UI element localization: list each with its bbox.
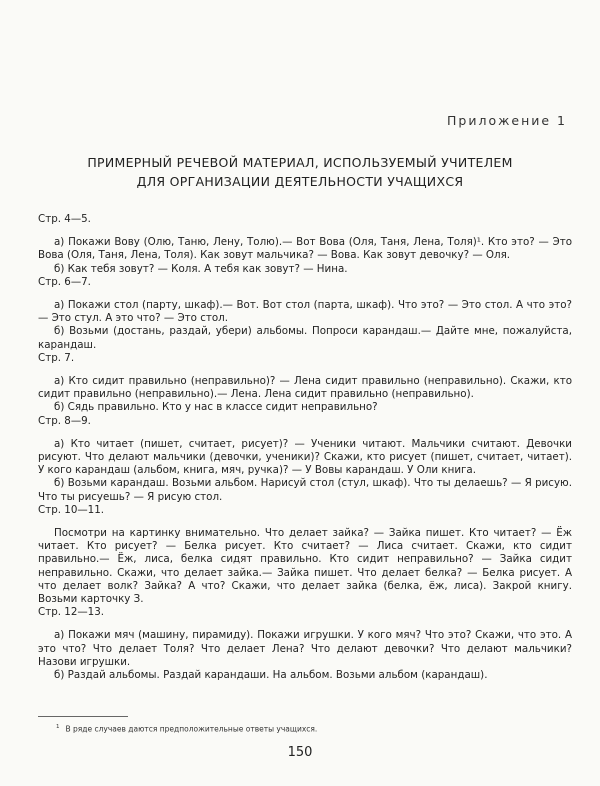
section-paragraph: б) Возьми карандаш. Возьми альбом. Нарисуй стол (стул, шкаф). Что ты делаешь? — Я рисую. Что ты рисуешь? — Я рисую стол.	[38, 477, 572, 503]
section-1	[38, 213, 572, 276]
section-paragraph: Посмотри на картинку внимательно. Что делает зайка? — Зайка пишет. Кто читает? — Ёж читает. Кто рисует? — Белка рисует. Кто считает? — Лиса считает. Скажи, кто сидит правильно.— Ёж, лиса, белка сидят правильно. Кто сидит неправильно? — Зайка сидит неправильно. Скажи, что делает зайка.— Зайка пишет. Что делает белка? — Белка рисует. А что делает волк? Зайка? А что? Скажи, что делает зайка (белка, ёж, лиса). Закрой книгу. Возьми карточку З.	[38, 527, 572, 606]
section-paragraph: б) Как тебя зовут? — Коля. А тебя как зовут? — Нина.	[54, 262, 348, 275]
section-paragraph: а) Кто сидит правильно (неправильно)? — Лена сидит правильно (неправильно). Скажи, кто сидит правильно (неправильно).— Лена. Лена сидит правильно (неправильно).	[38, 375, 572, 401]
title-line-1: ПРИМЕРНЫЙ РЕЧЕВОЙ МАТЕРИАЛ, ИСПОЛЬЗУЕМЫЙ УЧИТЕЛЕМ	[87, 155, 513, 170]
footnote-text: В ряде случаев даются предположительные ответы учащихся.	[65, 724, 318, 734]
section-heading: Стр. 12—13.	[38, 606, 105, 619]
section-heading: Стр. 10—11.	[38, 503, 105, 516]
section-heading: Стр. 4—5.	[38, 213, 91, 225]
section-2	[38, 276, 572, 352]
page-number: 150	[287, 745, 313, 760]
document-body	[38, 213, 572, 682]
section-paragraph: а) Покажи стол (парту, шкаф).— Вот. Вот стол (парта, шкаф). Что это? — Это стол. А что это? — Это стул. А это что? — Это стол.	[38, 299, 572, 325]
section-3	[38, 352, 572, 415]
page-title	[40, 153, 560, 191]
section-heading: Стр. 7.	[38, 351, 75, 364]
section-paragraph: а) Покажи мяч (машину, пирамиду). Покажи игрушки. У кого мяч? Что это? Скажи, что это. А это что? Что делает Толя? Что делает Лена? Что делают девочки? Что делают мальчики? Назови игрушки.	[38, 629, 572, 668]
section-5	[38, 504, 572, 606]
section-heading: Стр. 8—9.	[38, 414, 91, 427]
footnote-divider	[38, 716, 128, 717]
section-4	[38, 415, 572, 504]
section-paragraph: б) Возьми (достань, раздай, убери) альбомы. Попроси карандаш.— Дайте мне, пожалуйста, карандаш.	[38, 325, 572, 351]
section-paragraph: а) Покажи Вову (Олю, Таню, Лену, Толю).— Вот Вова (Оля, Таня, Лена, Толя)¹. Кто это? — Это Вова (Оля, Таня, Лена, Толя). Как зовут мальчика? — Вова. Как зовут девочку? — Оля.	[38, 236, 572, 262]
section-paragraph: б) Раздай альбомы. Раздай карандаши. На альбом. Возьми альбом (карандаш).	[54, 669, 488, 682]
section-6	[38, 606, 572, 682]
section-paragraph: а) Кто читает (пишет, считает, рисует)? — Ученики читают. Мальчики считают. Девочки рисуют. Что делают мальчики (девочки, ученики)? Скажи, кто рисует (пишет, считает, читает). У кого карандаш (альбом, книга, мяч, ручка)? — У Вовы карандаш. У Оли книга.	[38, 437, 572, 477]
section-paragraph: б) Сядь правильно. Кто у нас в классе сидит неправильно?	[54, 401, 378, 414]
footnote-marker: 1	[56, 724, 60, 730]
footnote	[56, 724, 317, 734]
title-line-2: ДЛЯ ОРГАНИЗАЦИИ ДЕЯТЕЛЬНОСТИ УЧАЩИХСЯ	[136, 174, 464, 189]
section-heading: Стр. 6—7.	[38, 275, 91, 288]
appendix-label: Приложение 1	[447, 113, 567, 128]
